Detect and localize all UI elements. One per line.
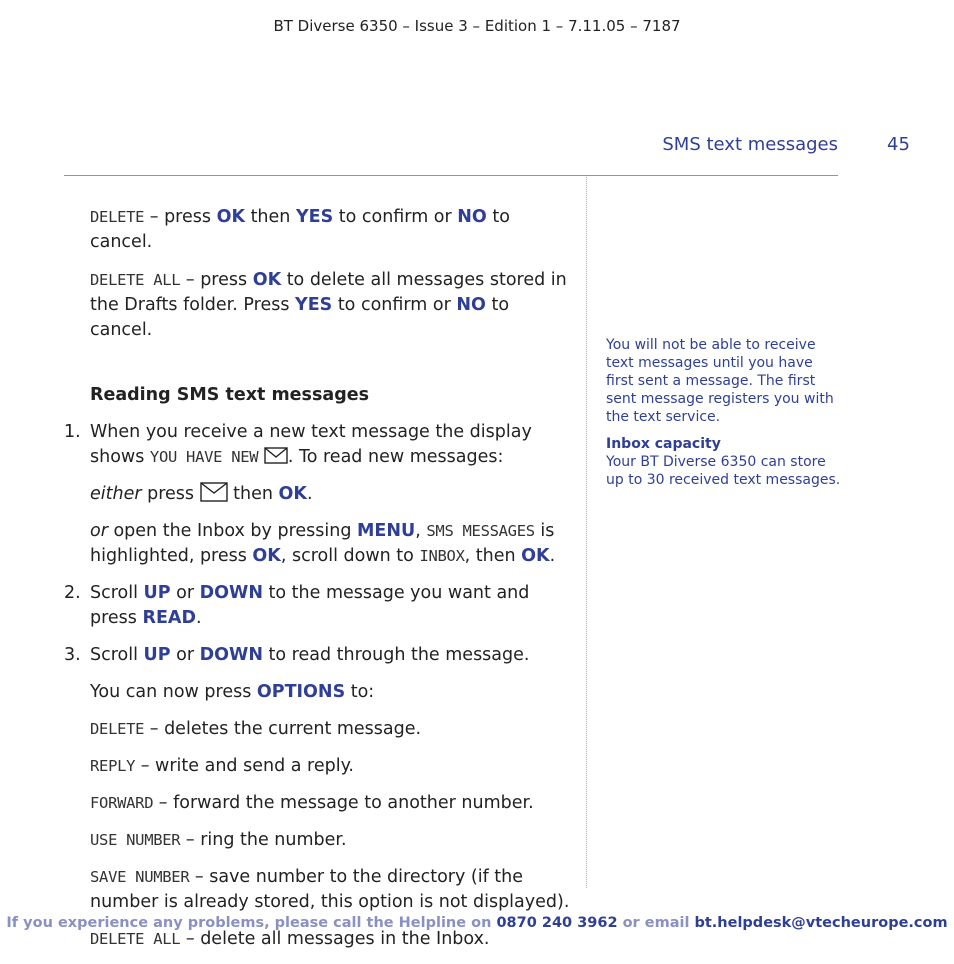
step-2: 2. Scroll UP or DOWN to the message you want and press READ. (64, 583, 530, 628)
helpdesk-email: bt.helpdesk@vtecheurope.com (694, 915, 948, 931)
option-item: REPLY – write and send a reply. (90, 756, 354, 776)
key-yes: YES (295, 295, 333, 315)
option-item: FORWARD – forward the message to another number. (90, 793, 534, 813)
lcd-text: DELETE (90, 720, 145, 738)
key-ok: OK (252, 546, 281, 566)
option-item: SAVE NUMBER – save number to the directory (if the number is already stored, this option is not displayed). (90, 867, 570, 912)
sidebar-notes (606, 336, 842, 498)
sidebar-note: You will not be able to receive text messages until you have first sent a message. The first sent message registers you with the text service. (606, 337, 834, 425)
key-no: NO (456, 295, 486, 315)
lcd-text: DELETE (90, 208, 145, 226)
step-number: 2. (64, 583, 81, 603)
helpline-phone: 0870 240 3962 (496, 915, 618, 931)
step-1-or: or open the Inbox by pressing MENU, SMS MESSAGES is highlighted, press OK, scroll down to INBOX, then OK. (90, 521, 556, 566)
lcd-text: SMS MESSAGES (426, 522, 535, 540)
lcd-text: INBOX (419, 547, 465, 565)
column-divider (586, 177, 587, 888)
key-ok: OK (216, 207, 245, 227)
key-down: DOWN (199, 583, 263, 603)
helpline-footer: If you experience any problems, please call the Helpline on 0870 240 3962 or email bt.helpdesk@vtecheurope.com (6, 915, 948, 931)
key-no: NO (457, 207, 487, 227)
sidebar-capacity-text: Your BT Diverse 6350 can store up to 30 received text messages. (606, 454, 841, 488)
step-number: 1. (64, 422, 81, 442)
header-rule (64, 175, 838, 176)
key-ok: OK (252, 270, 282, 290)
step-3: 3. Scroll UP or DOWN to read through the message. (64, 643, 574, 668)
option-item: DELETE ALL – delete all messages in the Inbox. (90, 929, 490, 949)
key-menu: MENU (357, 521, 416, 541)
step-1-either: either press then OK. (90, 484, 313, 504)
lcd-text: FORWARD (90, 794, 154, 812)
section-title: SMS text messages (662, 134, 838, 155)
main-column (64, 205, 574, 964)
lcd-text: REPLY (90, 757, 136, 775)
drafts-delete-option: DELETE – press OK then YES to confirm or NO to cancel. (90, 207, 510, 252)
key-yes: YES (295, 207, 334, 227)
envelope-icon (264, 447, 288, 464)
key-down: DOWN (199, 645, 263, 665)
drafts-delete-all-option: DELETE ALL – press OK to delete all messages stored in the Drafts folder. Press YES to confirm or NO to cancel. (90, 270, 567, 340)
key-read: READ (142, 608, 196, 628)
page-number: 45 (887, 134, 910, 155)
document-id-line: BT Diverse 6350 – Issue 3 – Edition 1 – 7.11.05 – 7187 (273, 17, 681, 35)
option-item: DELETE – deletes the current message. (90, 719, 422, 739)
key-options: OPTIONS (256, 682, 346, 702)
lcd-text: DELETE ALL (90, 930, 181, 948)
lcd-text: YOU HAVE NEW (149, 448, 259, 466)
section-heading: Reading SMS text messages (90, 385, 370, 405)
options-intro: You can now press OPTIONS to: (90, 682, 375, 702)
key-ok: OK (278, 484, 307, 504)
lcd-text: DELETE ALL (90, 271, 181, 289)
lcd-text: SAVE NUMBER (90, 868, 190, 886)
key-up: UP (143, 583, 171, 603)
step-1: 1. When you receive a new text message the display shows YOU HAVE NEW . To read new messages: (64, 422, 532, 467)
envelope-icon (200, 482, 228, 502)
key-ok: OK (521, 546, 550, 566)
sidebar-subheading: Inbox capacity (606, 436, 721, 452)
lcd-text: USE NUMBER (90, 831, 181, 849)
step-number: 3. (64, 645, 81, 665)
key-up: UP (143, 645, 171, 665)
option-item: USE NUMBER – ring the number. (90, 830, 347, 850)
